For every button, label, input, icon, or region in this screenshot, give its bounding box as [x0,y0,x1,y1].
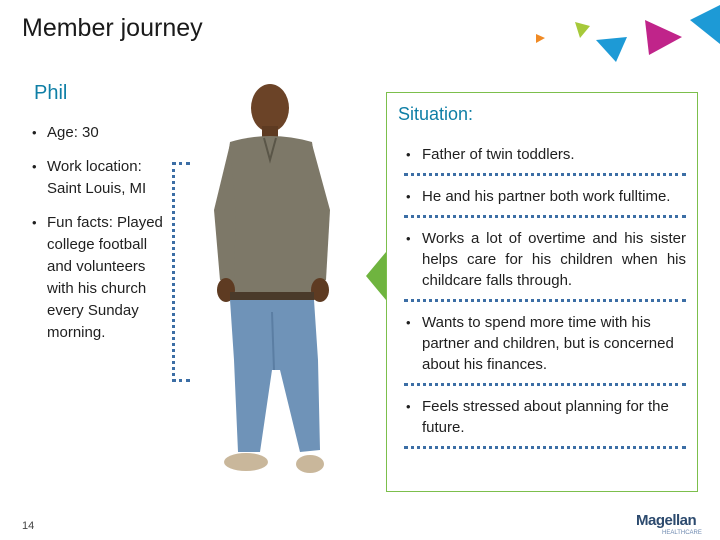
situation-item: • Feels stressed about planning for the future. [404,396,686,449]
situation-item: • Works a lot of overtime and his sister helps care for his children when his childcare falls through. [404,228,686,302]
situation-item: • Father of twin toddlers. [404,144,686,176]
decorative-triangles [530,0,720,70]
person-photo [190,80,370,480]
persona-fact-fun: • Fun facts: Played college football and volunteers with his church every Sunday morning. [32,212,172,344]
company-logo: Magellan [636,512,697,529]
green-pointer-arrow [366,252,386,300]
situation-item: • Wants to spend more time with his partner and children, but is concerned about his finances. [404,312,686,386]
dotted-bracket [172,162,190,382]
persona-fact-location: • Work location: Saint Louis, MI [32,156,172,200]
persona-fact-age: • Age: 30 [32,122,172,144]
triangle-teal-large-icon [690,5,720,44]
triangle-magenta-icon [645,20,682,55]
persona-name: Phil [34,82,68,104]
triangle-teal-small-icon [596,37,627,62]
persona-facts [32,122,172,356]
page-title: Member journey [22,14,203,42]
situation-list [404,144,686,459]
triangle-orange-icon [536,34,545,43]
triangle-lime-icon [575,22,590,38]
situation-item: • He and his partner both work fulltime. [404,186,686,218]
page-number: 14 [22,520,35,532]
company-logo-tagline: HEALTHCARE [662,530,702,536]
situation-title: Situation: [398,104,474,124]
